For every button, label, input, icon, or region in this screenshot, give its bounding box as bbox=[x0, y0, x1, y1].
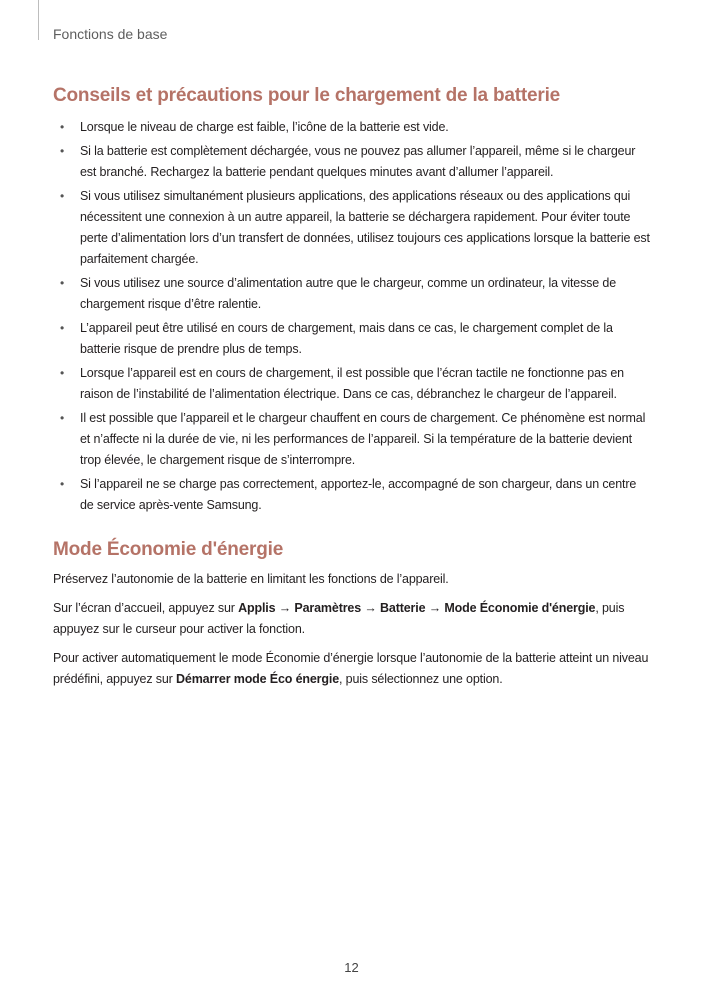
arrow-icon: → bbox=[275, 601, 295, 615]
bullet-icon: • bbox=[60, 411, 65, 425]
arrow-icon: → bbox=[425, 601, 445, 615]
power-saving-steps bbox=[53, 598, 651, 640]
list-item bbox=[53, 117, 651, 138]
list-item bbox=[53, 408, 651, 471]
tip-text: L’appareil peut être utilisé en cours de chargement, mais dans ce cas, le chargement complet de la batterie risque de prendre plus de temps. bbox=[80, 321, 613, 356]
bullet-icon: • bbox=[60, 189, 65, 203]
menu-path-parametres: Paramètres bbox=[294, 601, 362, 615]
bullet-icon: • bbox=[60, 366, 65, 380]
menu-path-applis: Applis bbox=[238, 601, 276, 615]
bullet-icon: • bbox=[60, 144, 65, 158]
tip-text: Il est possible que l’appareil et le chargeur chauffent en cours de chargement. Ce phénomène est normal et n’affecte ni la durée de vie, ni les performances de l’appareil. Si la température de la batterie devient trop élevée, le chargement risque de s’interrompre. bbox=[80, 411, 646, 467]
power-saving-auto bbox=[53, 648, 651, 690]
section-title-charging-tips: Conseils et précautions pour le chargement de la batterie bbox=[53, 85, 561, 106]
page-number: 12 bbox=[344, 960, 359, 975]
option-demarrer-mode-eco: Démarrer mode Éco énergie bbox=[176, 672, 340, 686]
menu-path-mode-economie: Mode Économie d'énergie bbox=[444, 601, 596, 615]
steps-prefix: Sur l’écran d’accueil, appuyez sur bbox=[53, 601, 239, 615]
tip-text: Si la batterie est complètement déchargée, vous ne pouvez pas allumer l’appareil, même si le chargeur est branché. Rechargez la batterie pendant quelques minutes avant d’allumer l’appareil. bbox=[80, 144, 636, 179]
tip-text: Si vous utilisez une source d’alimentation autre que le chargeur, comme un ordinateur, la vitesse de chargement risque d’être ralentie. bbox=[80, 276, 617, 311]
arrow-icon: → bbox=[361, 601, 381, 615]
auto-suffix: , puis sélectionnez une option. bbox=[339, 672, 503, 686]
list-item bbox=[53, 186, 651, 270]
page-content bbox=[53, 84, 651, 690]
list-item bbox=[53, 141, 651, 183]
menu-path-batterie: Batterie bbox=[380, 601, 426, 615]
list-item bbox=[53, 363, 651, 405]
tip-text: Lorsque le niveau de charge est faible, l’icône de la batterie est vide. bbox=[80, 120, 449, 134]
bullet-icon: • bbox=[60, 477, 65, 491]
tip-text: Lorsque l’appareil est en cours de chargement, il est possible que l’écran tactile ne fonctionne pas en raison de l’instabilité de l’alimentation électrique. Dans ce cas, débranchez le chargeur de l’appareil. bbox=[80, 366, 624, 401]
power-saving-intro: Préservez l’autonomie de la batterie en limitant les fonctions de l’appareil. bbox=[53, 572, 449, 586]
tip-text: Si vous utilisez simultanément plusieurs applications, des applications réseaux ou des applications qui nécessitent une connexion à un autre appareil, la batterie se déchargera rapidement. Pour éviter toute perte d’alimentation lors d’un transfert de données, utilisez toujours ces applications lorsque la batterie est parfaitement chargée. bbox=[80, 189, 650, 266]
bullet-icon: • bbox=[60, 120, 65, 134]
charging-tips-list bbox=[53, 117, 651, 516]
steps-suffix: , puis appuyez sur le curseur pour activer la fonction. bbox=[53, 601, 625, 636]
list-item bbox=[53, 474, 651, 516]
header-divider-line bbox=[38, 0, 39, 40]
list-item bbox=[53, 273, 651, 315]
section-title-power-saving: Mode Économie d'énergie bbox=[53, 539, 284, 560]
bullet-icon: • bbox=[60, 321, 65, 335]
running-header: Fonctions de base bbox=[53, 26, 168, 42]
bullet-icon: • bbox=[60, 276, 65, 290]
list-item bbox=[53, 318, 651, 360]
tip-text: Si l’appareil ne se charge pas correctement, apportez-le, accompagné de son chargeur, dans un centre de service après-vente Samsung. bbox=[80, 477, 637, 512]
auto-prefix: Pour activer automatiquement le mode Économie d’énergie lorsque l’autonomie de la batterie atteint un niveau prédéfini, appuyez sur bbox=[53, 651, 649, 686]
